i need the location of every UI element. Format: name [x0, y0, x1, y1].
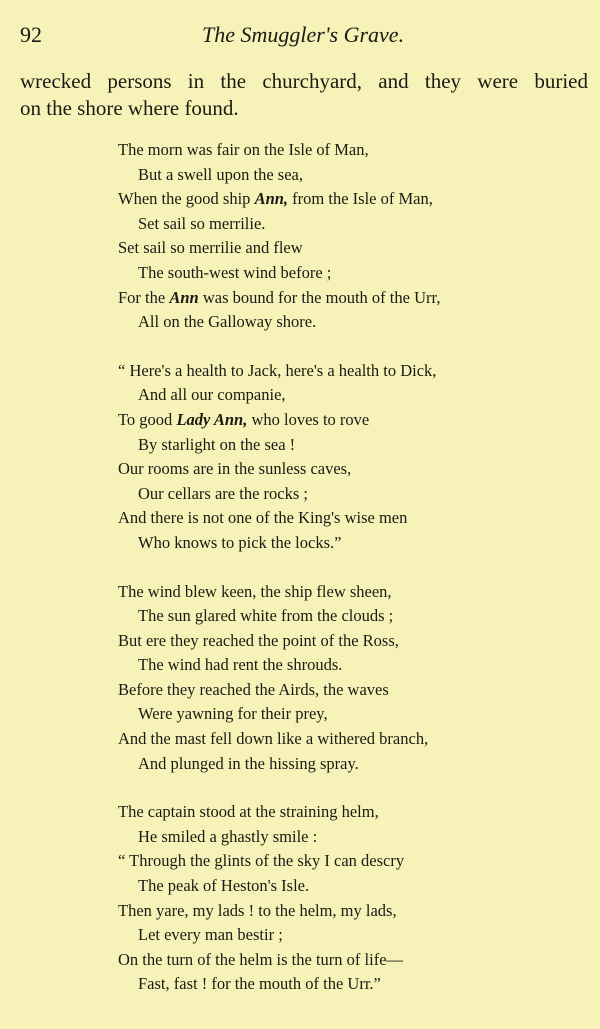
- line-text: For the: [118, 287, 170, 307]
- line-text: was bound for the mouth of the Urr,: [198, 287, 441, 307]
- poem-line: The wind blew keen, the ship flew sheen,: [118, 581, 392, 601]
- running-title: The Smuggler's Grave.: [202, 22, 405, 47]
- poem-line: Set sail so merrilie.: [138, 213, 266, 233]
- poem-line: And there is not one of the King's wise men: [118, 508, 408, 528]
- poem-line: All on the Galloway shore.: [138, 312, 317, 332]
- poem-line: The captain stood at the straining helm,: [118, 802, 379, 822]
- poem-stanza: [118, 359, 558, 556]
- poem-line: Our cellars are the rocks ;: [138, 483, 308, 503]
- poem-line: The morn was fair on the Isle of Man,: [118, 140, 369, 159]
- poem-line: Set sail so merrilie and flew: [118, 238, 303, 258]
- poem-line: On the turn of the helm is the turn of life—: [118, 949, 404, 969]
- poem-line: The south-west wind before ;: [138, 262, 332, 282]
- poem-stanza: [118, 580, 558, 777]
- poem-stanza: [118, 800, 558, 997]
- ship-name-italic: Ann: [169, 287, 199, 307]
- line-text: When the good ship: [118, 189, 255, 209]
- poem-line: But a swell upon the sea,: [138, 164, 303, 184]
- poem-line: Before they reached the Airds, the waves: [118, 679, 389, 699]
- line-text: To good: [118, 409, 177, 429]
- poem-line: But ere they reached the point of the Ross,: [118, 630, 399, 650]
- poem-line: [118, 286, 558, 311]
- poem-line: Were yawning for their prey,: [138, 704, 328, 724]
- poem-line: The sun glared white from the clouds ;: [138, 606, 394, 626]
- poem-line: He smiled a ghastly smile :: [138, 826, 318, 846]
- line-text: who loves to rove: [247, 409, 370, 429]
- poem-line: “ Through the glints of the sky I can descry: [118, 851, 405, 871]
- poem-line: By starlight on the sea !: [138, 434, 296, 454]
- page-number: 92: [20, 22, 42, 47]
- poem-line: The wind had rent the shrouds.: [138, 655, 343, 675]
- prose-line: on the shore where found.: [20, 96, 239, 120]
- ship-name-italic: Ann,: [254, 189, 289, 209]
- poem-line: Our rooms are in the sunless caves,: [118, 459, 352, 479]
- page-header: [0, 22, 600, 52]
- poem-line: Then yare, my lads ! to the helm, my lads,: [118, 900, 397, 920]
- poem-line: Fast, fast ! for the mouth of the Urr.”: [138, 974, 381, 994]
- poem-stanza: [118, 138, 558, 335]
- poem: [118, 138, 558, 1021]
- poem-line: [118, 408, 558, 433]
- poem-line: And plunged in the hissing spray.: [138, 753, 359, 773]
- poem-line: The peak of Heston's Isle.: [138, 876, 310, 896]
- poem-line: Let every man bestir ;: [138, 925, 283, 945]
- poem-line: And the mast fell down like a withered branch,: [118, 729, 429, 749]
- poem-line: [118, 187, 558, 212]
- prose-paragraph: [20, 68, 588, 122]
- poem-line: Who knows to pick the locks.”: [138, 532, 342, 552]
- poem-line: “ Here's a health to Jack, here's a health to Dick,: [118, 360, 437, 380]
- prose-line: wrecked persons in the churchyard, and they were buried: [20, 69, 588, 93]
- ship-name-italic: Lady Ann,: [176, 409, 248, 429]
- line-text: from the Isle of Man,: [288, 189, 433, 209]
- poem-line: And all our companie,: [138, 385, 286, 405]
